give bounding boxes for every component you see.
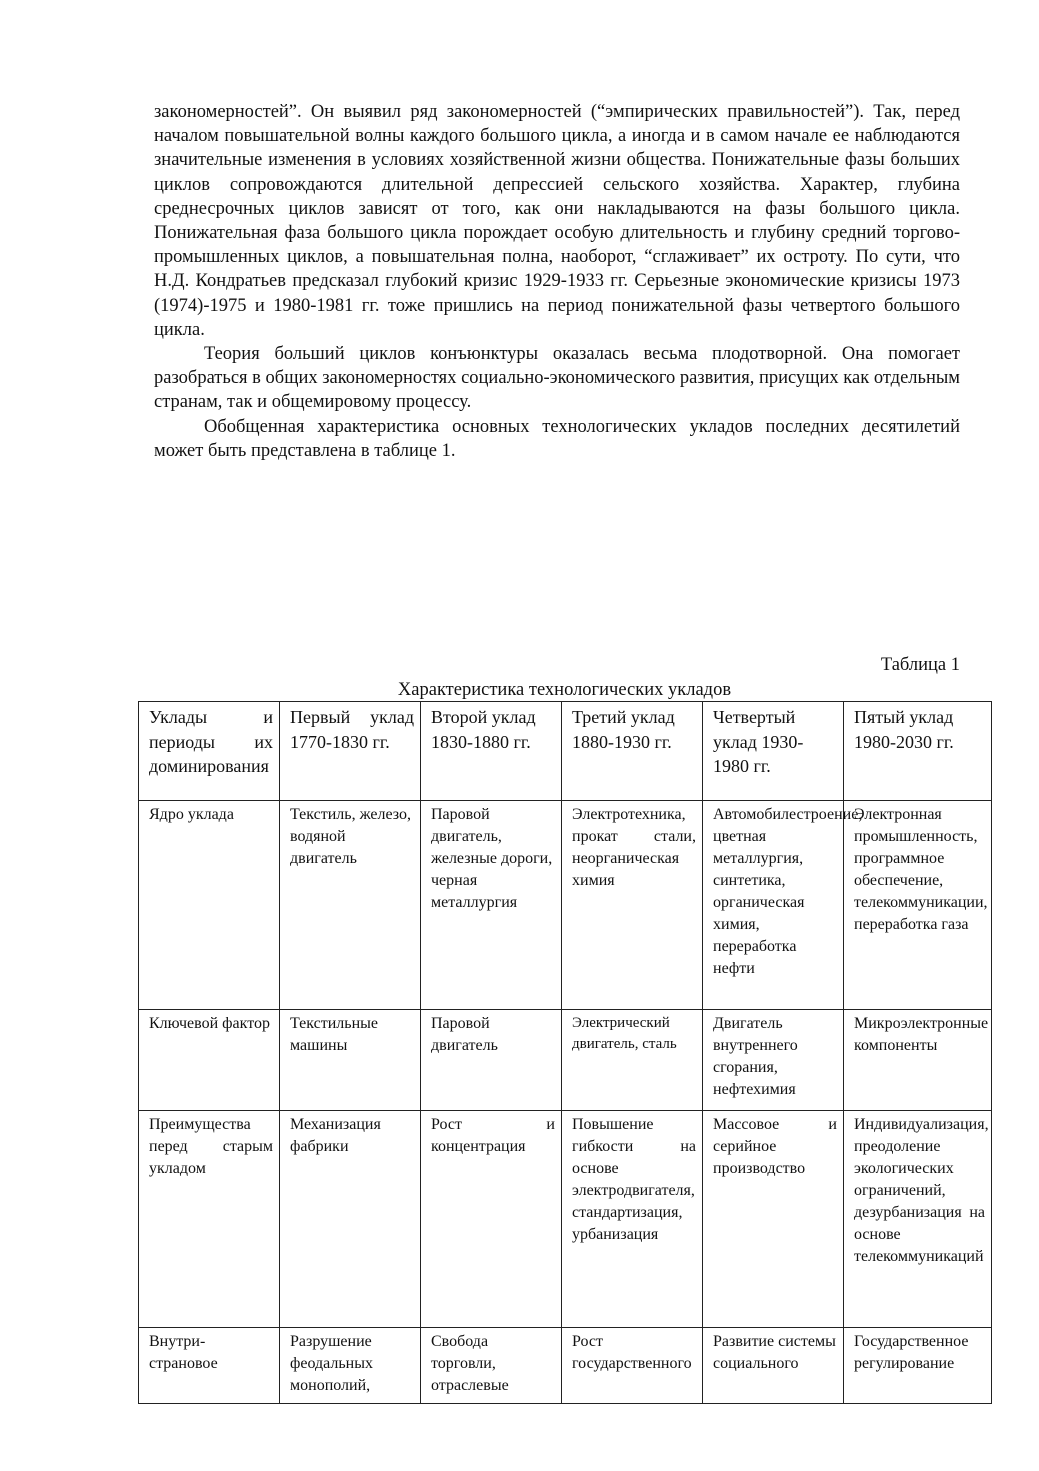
header-cell-third: Третий уклад 1880-1930 гг.	[562, 702, 703, 801]
row-label: Преимущества перед старым укладом	[139, 1111, 280, 1328]
table-cell: Паровой двигатель, железные дороги, черная металлургия	[421, 801, 562, 1010]
table-cell: Микроэлектронные компоненты	[844, 1010, 992, 1111]
table-header-row	[139, 702, 992, 801]
table-caption: Таблица 1	[880, 655, 960, 675]
table-cell: Свобода торговли, отраслевые	[421, 1328, 562, 1404]
table-cell: Механизация фабрики	[280, 1111, 421, 1328]
paragraph-2: Теория больший циклов конъюнктуры оказалась весьма плодотворной. Она помогает разобраться в общих закономерностях социально-экономического развития, присущих как отдельным странам, так и общемировому процессу.	[154, 344, 960, 413]
table-cell: Индивидуализация, преодоление экологических ограничений, дезурбанизация на основе телекоммуникаций	[844, 1111, 992, 1328]
table-cell: Электронная промышленность, программное обеспечение, телекоммуникации, переработка газа	[844, 801, 992, 1010]
row-label: Ядро уклада	[139, 801, 280, 1010]
table-cell: Паровой двигатель	[421, 1010, 562, 1111]
paragraph-3: Обобщенная характеристика основных технологических укладов последних десятилетий может быть представлена в таблице 1.	[154, 416, 960, 461]
header-cell-periods: Уклады и периоды их доминирования	[139, 702, 280, 801]
table-row	[139, 1010, 992, 1111]
table-cell: Текстильные машины	[280, 1010, 421, 1111]
table-cell: Текстиль, железо, водяной двигатель	[280, 801, 421, 1010]
table-cell: Электротехника, прокат стали, неорганическая химия	[562, 801, 703, 1010]
technology-table	[138, 701, 992, 1404]
table-cell: Рост и концентрация	[421, 1111, 562, 1328]
row-label: Ключевой фактор	[139, 1010, 280, 1111]
table-cell: Рост государственного	[562, 1328, 703, 1404]
table-row	[139, 1328, 992, 1404]
table-cell: Разрушение феодальных монополий,	[280, 1328, 421, 1404]
table-cell: Двигатель внутреннего сгорания, нефтехимия	[703, 1010, 844, 1111]
header-cell-first: Первый уклад 1770-1830 гг.	[280, 702, 421, 801]
table-cell: Электрический двигатель, сталь	[562, 1010, 703, 1111]
header-cell-fourth: Четвертый уклад 1930-1980 гг.	[703, 702, 844, 801]
row-label: Внутри-страновое	[139, 1328, 280, 1404]
table-row	[139, 1111, 992, 1328]
body-text	[154, 100, 960, 463]
header-cell-fifth: Пятый уклад 1980-2030 гг.	[844, 702, 992, 801]
table-cell: Автомобилестроение, цветная металлургия, синтетика, органическая химия, переработка нефти	[703, 801, 844, 1010]
paragraph-1: закономерностей”. Он выявил ряд закономерностей (“эмпирических правильностей”). Так, перед началом повышательной волны каждого большого цикла, а иногда и в самом начале ее наблюдаются значительные изменения в условиях хозяйственной жизни общества. Понижательные фазы больших циклов сопровождаются длительной депрессией сельского хозяйства. Характер, глубина среднесрочных циклов зависят от того, как они накладываются на фазы большого цикла. Понижательная фаза большого цикла порождает особую длительность и глубину средний торгово-промышленных циклов, а повышательная полна, наоборот, “сглаживает” их остроту. По сути, что Н.Д. Кондратьев предсказал глубокий кризис 1929-1933 гг. Серьезные экономические кризисы 1973 (1974)-1975 и 1980-1981 гг. тоже пришлись на период понижательной фазы четвертого большого цикла.	[154, 102, 960, 340]
table-cell: Государственное регулирование	[844, 1328, 992, 1404]
table-row	[139, 801, 992, 1010]
table-cell: Повышение гибкости на основе электродвигателя, стандартизация, урбанизация	[562, 1111, 703, 1328]
table-cell: Развитие системы социального	[703, 1328, 844, 1404]
table-cell: Массовое и серийное производство	[703, 1111, 844, 1328]
table-title: Характеристика технологических укладов	[397, 680, 732, 700]
header-cell-second: Второй уклад 1830-1880 гг.	[421, 702, 562, 801]
